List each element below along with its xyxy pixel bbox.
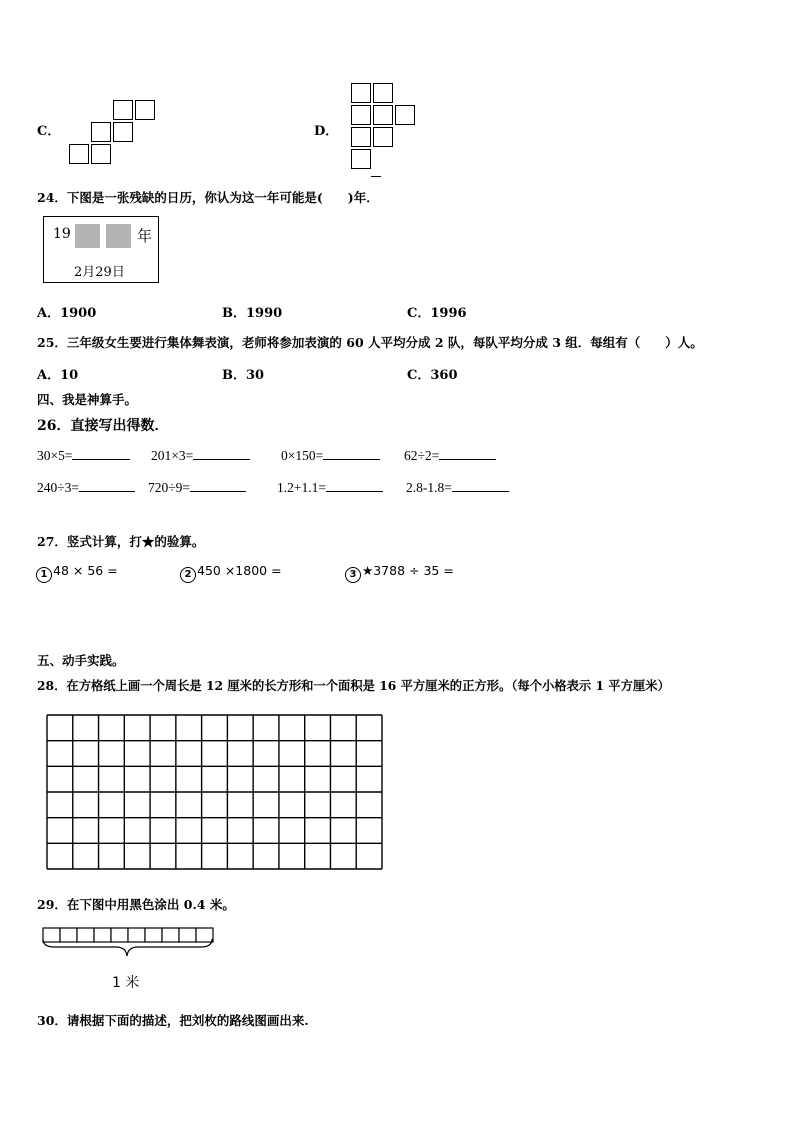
bar-cell[interactable] — [60, 928, 77, 942]
calc-expression: 450 ×1800 = — [197, 563, 282, 578]
net-square — [113, 100, 133, 120]
calc-item — [148, 479, 246, 496]
calc-item — [37, 447, 130, 464]
calc-item — [281, 447, 380, 464]
circled-number: 1 — [36, 567, 52, 583]
section-5-title: 五、动手实践。 — [37, 653, 125, 668]
calc-expression: 720÷9= — [148, 480, 191, 495]
question-27-title: 27．竖式计算，打★的验算。 — [37, 534, 205, 549]
net-square — [373, 83, 393, 103]
calendar-date: 2月29日 — [74, 265, 125, 280]
vertical-calc-1 — [36, 563, 118, 583]
calc-item — [151, 447, 250, 464]
answer-blank[interactable] — [72, 447, 130, 460]
bar-cell[interactable] — [179, 928, 196, 942]
net-square — [91, 144, 111, 164]
vertical-calc-2 — [180, 563, 282, 583]
bar-cell[interactable] — [162, 928, 179, 942]
calc-expression: 30×5= — [37, 448, 73, 463]
q24-option-b[interactable]: B．1990 — [222, 306, 283, 321]
torn-calendar — [43, 216, 159, 283]
calc-expression: 1.2+1.1= — [277, 480, 326, 495]
q24-option-c[interactable]: C．1996 — [407, 306, 467, 321]
answer-blank[interactable] — [79, 479, 135, 492]
net-square — [373, 127, 393, 147]
calc-expression: 201×3= — [151, 448, 194, 463]
bar-cell[interactable] — [196, 928, 213, 942]
answer-blank[interactable] — [326, 479, 383, 492]
q25-option-a[interactable]: A．10 — [37, 368, 79, 383]
bar-cell[interactable] — [94, 928, 111, 942]
section-4-title: 四、我是神算手。 — [37, 392, 138, 407]
circled-number: 2 — [180, 567, 196, 583]
answer-blank[interactable] — [193, 447, 250, 460]
calc-item — [37, 479, 135, 496]
bar-cell[interactable] — [145, 928, 162, 942]
q25-option-c[interactable]: C．360 — [407, 368, 458, 383]
question-24: 24．下图是一张残缺的日历，你认为这一年可能是( )年． — [37, 190, 379, 205]
bar-cell[interactable] — [43, 928, 60, 942]
question-29: 29．在下图中用黑色涂出 0.4 米。 — [37, 897, 235, 912]
calc-item — [277, 479, 383, 496]
q25-option-b[interactable]: B．30 — [222, 368, 265, 383]
net-square — [351, 127, 371, 147]
net-square — [351, 149, 371, 169]
option-c-label[interactable]: C． — [37, 124, 61, 139]
calendar-year-suffix: 年 — [137, 227, 153, 245]
option-d-label[interactable]: D． — [314, 124, 339, 139]
calc-expression: 2.8-1.8= — [406, 480, 452, 495]
calc-expression: 0×150= — [281, 448, 324, 463]
net-square — [373, 105, 393, 125]
question-28: 28．在方格纸上画一个周长是 12 厘米的长方形和一个面积是 16 平方厘米的正方形。（每个小格表示 1 平方厘米） — [37, 678, 670, 693]
net-square — [395, 105, 415, 125]
vertical-calc-3 — [345, 563, 454, 583]
answer-blank[interactable] — [190, 479, 246, 492]
calc-expression: 240÷3= — [37, 480, 80, 495]
net-square — [69, 144, 89, 164]
missing-digit-block — [106, 224, 131, 248]
circled-number: 3 — [345, 567, 361, 583]
question-25: 25．三年级女生要进行集体舞表演，老师将参加表演的 60 人平均分成 2 队，每队平均分成 3 组．每组有（ ）人。 — [37, 335, 703, 350]
calc-item — [404, 447, 496, 464]
calc-expression: 62÷2= — [404, 448, 440, 463]
q24-option-a[interactable]: A．1900 — [37, 306, 97, 321]
bar-cell[interactable] — [128, 928, 145, 942]
net-square — [91, 122, 111, 142]
net-square — [351, 105, 371, 125]
answer-blank[interactable] — [323, 447, 380, 460]
dash-mark — [371, 176, 381, 177]
calc-expression: 48 × 56 = — [53, 563, 118, 578]
calc-item — [406, 479, 509, 496]
calendar-year-prefix: 19 — [53, 226, 71, 242]
answer-blank[interactable] — [452, 479, 509, 492]
calc-expression: ★3788 ÷ 35 = — [362, 563, 454, 578]
bar-cell[interactable] — [77, 928, 94, 942]
square-grid-paper[interactable] — [46, 714, 384, 871]
answer-blank[interactable] — [439, 447, 496, 460]
net-square — [135, 100, 155, 120]
net-square — [113, 122, 133, 142]
net-square — [351, 83, 371, 103]
question-26-title: 26．直接写出得数． — [37, 418, 169, 434]
missing-digit-block — [75, 224, 100, 248]
bar-cell[interactable] — [111, 928, 128, 942]
meter-label: 1 米 — [112, 975, 140, 991]
question-30: 30．请根据下面的描述，把刘枚的路线图画出来. — [37, 1013, 309, 1028]
meter-bar — [40, 926, 218, 960]
